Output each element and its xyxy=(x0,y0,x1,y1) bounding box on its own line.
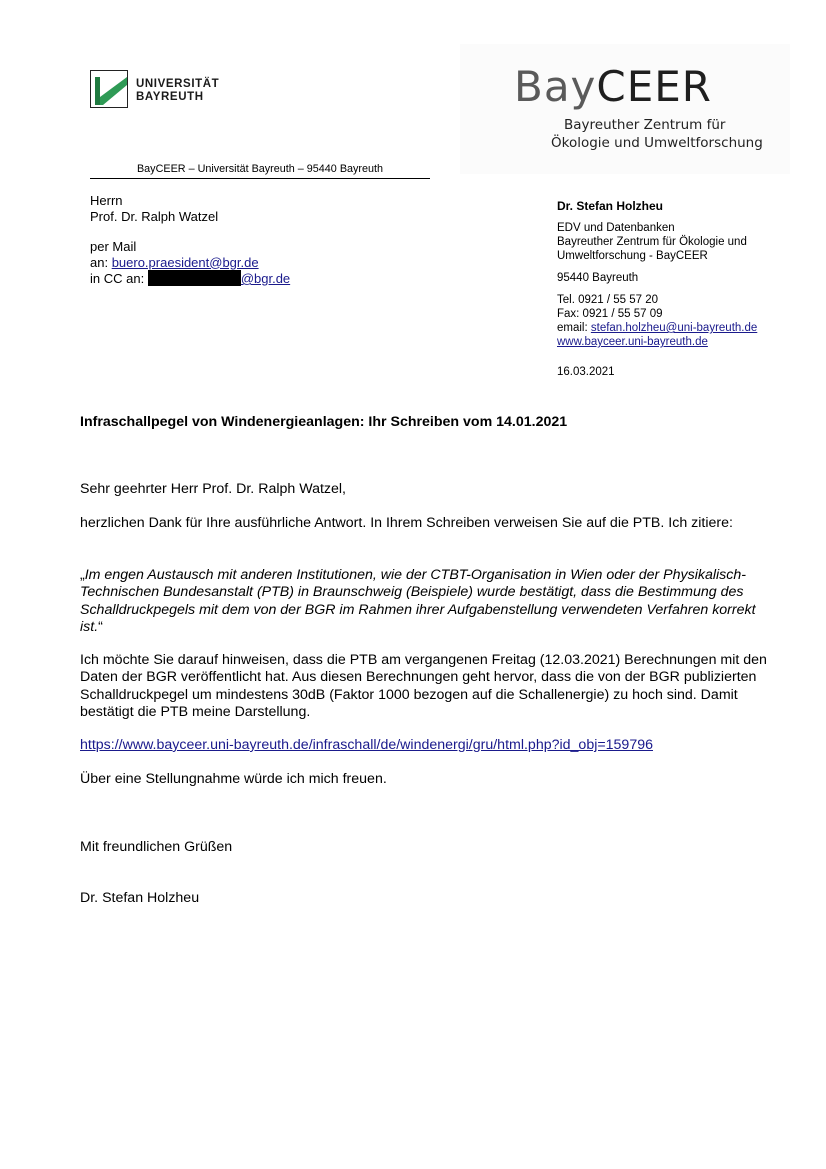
university-logo xyxy=(90,70,235,110)
sender-block xyxy=(557,199,757,379)
bayceer-logo-bay: Bay xyxy=(514,62,597,111)
sender-email-link[interactable]: stefan.holzheu@uni-bayreuth.de xyxy=(590,322,758,334)
recipient-to-line xyxy=(90,255,290,271)
letter-paragraph-3: Über eine Stellungnahme würde ich mich freuen. xyxy=(80,771,387,787)
sender-city: 95440 Bayreuth xyxy=(557,272,639,284)
sender-dept-1: EDV und Datenbanken xyxy=(557,222,675,234)
letter-quote xyxy=(80,567,780,637)
return-address-divider xyxy=(90,178,430,179)
sender-name: Dr. Stefan Holzheu xyxy=(557,199,664,213)
return-address: BayCEER – Universität Bayreuth – 95440 Bayreuth xyxy=(136,163,384,175)
letter-signature: Dr. Stefan Holzheu xyxy=(80,890,200,906)
recipient-via: per Mail xyxy=(90,239,137,254)
bayceer-logo-ceer: CEER xyxy=(596,62,712,111)
sender-email-line xyxy=(557,321,757,335)
recipient-cc-line xyxy=(90,270,290,287)
ptb-calculation-link[interactable]: https://www.bayceer.uni-bayreuth.de/infraschall/de/windenergi/gru/html.php?id_obj=159796 xyxy=(80,737,653,753)
letter-paragraph-1: herzlichen Dank für Ihre ausführliche Antwort. In Ihrem Schreiben verweisen Sie auf die PTB. Ich zitiere: xyxy=(80,515,733,531)
recipient-name: Prof. Dr. Ralph Watzel xyxy=(90,208,219,224)
sender-email-label: email: xyxy=(557,322,591,334)
letter-closing: Mit freundlichen Grüßen xyxy=(80,839,233,855)
bayceer-logo-subtitle-2: Ökologie und Umweltforschung xyxy=(551,135,763,151)
university-logo-line1: UNIVERSITÄT xyxy=(136,78,220,90)
recipient-block xyxy=(90,193,290,287)
quote-close-mark: “ xyxy=(98,619,103,636)
bayceer-logo-subtitle-1: Bayreuther Zentrum für xyxy=(564,117,726,133)
bayceer-logo-wordmark xyxy=(514,62,712,111)
letter-greeting: Sehr geehrter Herr Prof. Dr. Ralph Watzel, xyxy=(80,481,346,497)
university-logo-line2: BAYREUTH xyxy=(136,91,204,103)
university-logo-text xyxy=(136,78,219,104)
recipient-email-link[interactable]: buero.praesident@bgr.de xyxy=(111,254,259,270)
recipient-cc-email-link[interactable]: @bgr.de xyxy=(240,271,291,286)
sender-dept-3: Umweltforschung - BayCEER xyxy=(557,250,708,262)
bayceer-logo xyxy=(460,44,790,174)
recipient-to-label: an: xyxy=(90,254,112,270)
letter-paragraph-2: Ich möchte Sie darauf hinweisen, dass die PTB am vergangenen Freitag (12.03.2021) Berechnungen mit den Daten der BGR veröffentlicht hat. Aus diesen Berechnungen geht hervor, dass die von der BGR publizierten Schalldruckpegel um mindestens 30dB (Faktor 1000 bezogen auf die Schallenergie) zu hoch sind. Damit bestätigt die PTB meine Darstellung. xyxy=(80,652,767,721)
recipient-cc-label: in CC an: xyxy=(90,271,148,286)
university-logo-mark-icon xyxy=(90,70,128,108)
recipient-salutation: Herrn xyxy=(90,193,123,208)
sender-dept-2: Bayreuther Zentrum für Ökologie und xyxy=(557,236,747,248)
sender-website-link[interactable]: www.bayceer.uni-bayreuth.de xyxy=(557,336,708,348)
letter-date: 16.03.2021 xyxy=(557,366,615,378)
sender-fax: Fax: 0921 / 55 57 09 xyxy=(557,308,663,320)
quote-open-mark: „ xyxy=(80,567,85,583)
sender-tel: Tel. 0921 / 55 57 20 xyxy=(557,294,659,306)
letter-subject: Infraschallpegel von Windenergieanlagen: Ihr Schreiben vom 14.01.2021 xyxy=(80,414,568,430)
redacted-block xyxy=(148,270,241,286)
quote-text: Im engen Austausch mit anderen Institutionen, wie der CTBT-Organisation in Wien oder der Physikalisch-Technischen Bundesanstalt (PTB) in Braunschweig (Beispiele) wurde bestätigt, dass die Bestimmung des Schalldruckpegels mit dem von der BGR im Rahmen ihrer Aufgabenstellung verwendeten Verfahren korrekt ist. xyxy=(80,567,756,636)
